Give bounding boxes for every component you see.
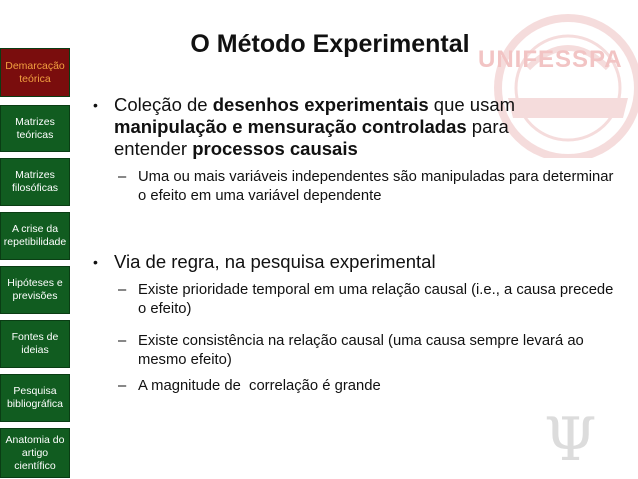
slide-title: O Método Experimental [190, 30, 470, 58]
bullet-text: Via de regra, na pesquisa experimental [114, 251, 436, 272]
nav-label: A crise da repetibilidade [3, 223, 67, 248]
nav-label: Hipóteses e previsões [7, 277, 63, 302]
nav-hipoteses-previsoes[interactable] [0, 266, 70, 314]
dash-icon: – [118, 282, 127, 298]
nav-matrizes-filosoficas[interactable] [0, 158, 70, 206]
bullet-text-part: que usam [428, 94, 516, 115]
nav-matrizes-teoricas[interactable] [0, 105, 70, 152]
bullet-text-bold: desenhos experimentais [212, 94, 429, 115]
nav-anatomia-artigo[interactable] [0, 428, 70, 478]
bullet-text-bold: manipulação e mensuração controladas [114, 116, 467, 137]
nav-label: Anatomia do artigo científico [5, 433, 65, 472]
psi-icon: Ψ [544, 405, 597, 475]
dash-icon: – [118, 169, 127, 185]
dash-icon: – [118, 378, 127, 394]
nav-label: Fontes de ideias [11, 331, 59, 356]
sub-bullet-text: A magnitude de correlação é grande [138, 378, 381, 394]
nav-label: Pesquisa bibliográfica [6, 385, 64, 410]
nav-label: Demarcação teórica [5, 59, 65, 85]
nav-demarcacao-teorica[interactable] [0, 48, 70, 97]
nav-label: Matrizes filosóficas [11, 169, 59, 194]
dash-icon: – [118, 333, 127, 349]
sub-bullet-text: Existe prioridade temporal em uma relação causal (i.e., a causa precede o efeito) [138, 282, 614, 317]
bullet-text-bold: processos causais [192, 138, 358, 159]
sub-bullet-text: Existe consistência na relação causal (uma causa sempre levará ao mesmo efeito) [138, 333, 584, 368]
sidebar-nav [0, 0, 72, 479]
bullet-text-part: Coleção de [114, 94, 213, 115]
bullet-icon: • [93, 254, 98, 270]
university-logo-text: UNIFESSPA [478, 46, 623, 73]
nav-pesquisa-bibliografica[interactable] [0, 374, 70, 422]
nav-fontes-ideias[interactable] [0, 320, 70, 368]
bullet-text-part: para [466, 116, 509, 137]
bullet-icon: • [93, 97, 98, 113]
nav-label: Matrizes teóricas [15, 115, 55, 141]
bullet-text-part: entender [114, 138, 193, 159]
nav-crise-repetibilidade[interactable] [0, 212, 70, 260]
bullet-text [114, 94, 614, 160]
sub-bullet-text: Uma ou mais variáveis independentes são manipuladas para determinar o efeito em uma variável dependente [138, 169, 614, 204]
